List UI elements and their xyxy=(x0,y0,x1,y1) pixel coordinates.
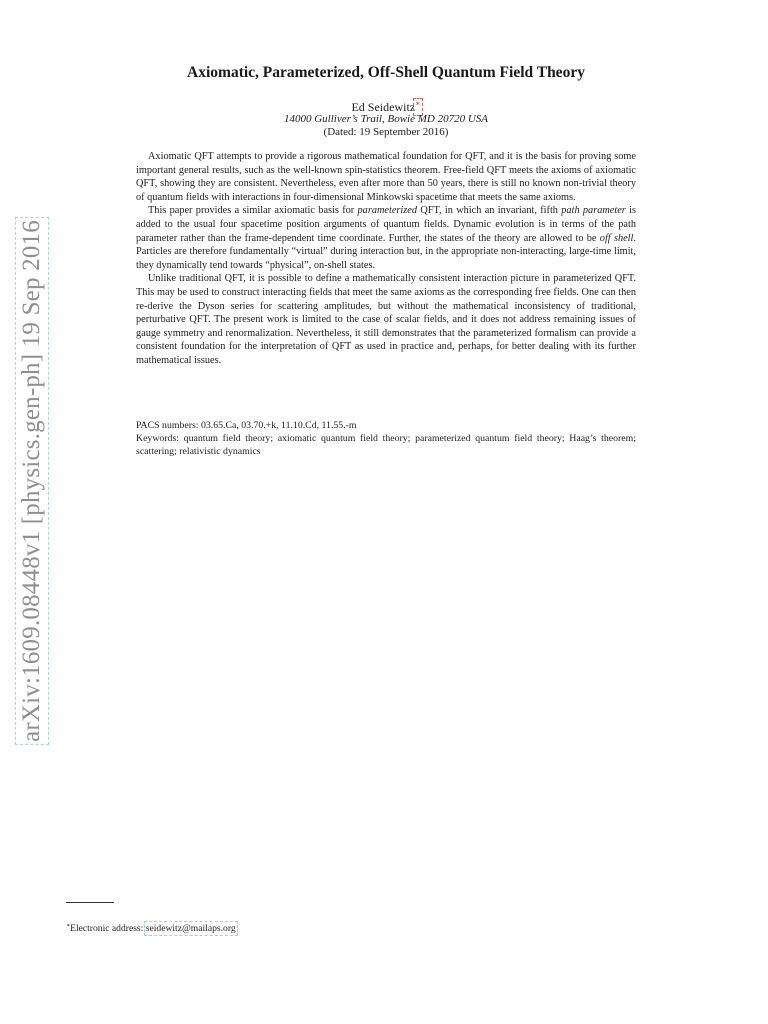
abstract-p2-text-a: This paper provides a similar axiomatic basis for xyxy=(148,205,358,217)
abstract-p2-emph-path-parameter: path parameter xyxy=(561,205,626,217)
footnote-label: Electronic address: xyxy=(70,923,146,935)
keywords: Keywords: quantum field theory; axiomatic quantum field theory; parameterized quantum field theory; Haag’s theorem; scattering; relativistic dynamics xyxy=(136,433,636,457)
author-footnote-link[interactable] xyxy=(415,100,420,114)
abstract-p2-emph-off-shell: off shell xyxy=(599,232,634,244)
arxiv-identifier-stamp xyxy=(12,208,52,754)
abstract-paragraph-2 xyxy=(136,204,636,272)
author-address: 14000 Gulliver’s Trail, Bowie MD 20720 USA xyxy=(283,113,488,125)
abstract-p2-text-c: QFT, in which an invariant, fifth xyxy=(417,205,562,217)
paper-title: Axiomatic, Parameterized, Off-Shell Quantum Field Theory xyxy=(187,64,585,81)
abstract xyxy=(136,150,636,368)
abstract-paragraph-3: Unlike traditional QFT, it is possible to define a mathematically consistent interaction picture in parameterized QFT. This may be used to construct interacting fields that meet the same axioms as the corresponding free fields. One can then re-derive the Dyson series for scattering amplitudes, but without the mathematical inconsistency of traditional, perturbative QFT. The present work is limited to the case of scalar fields, and it does not address remaining issues of gauge symmetry and renormalization. Nevertheless, it still demonstrates that the parameterized formalism can provide a consistent foundation for the interpretation of QFT as used in practice and, perhaps, for better dealing with its further mathematical issues. xyxy=(136,273,636,366)
pacs-numbers: PACS numbers: 03.65.Ca, 03.70.+k, 11.10.Cd, 11.55.-m xyxy=(136,420,357,431)
abstract-p2-emph-parameterized: parameterized xyxy=(357,205,418,217)
author-name: Ed Seidewitz xyxy=(351,100,416,114)
footnote xyxy=(66,922,236,934)
date-line: (Dated: 19 September 2016) xyxy=(323,126,449,138)
author-footnote-mark: ∗ xyxy=(415,99,421,108)
abstract-p2-text-g: . Particles are therefore fundamentally “virtual” during interaction but, in the appropriate non-interacting, large-time limit, they dynamically tend towards “physical”, on-shell states. xyxy=(136,232,636,271)
abstract-paragraph-1: Axiomatic QFT attempts to provide a rigorous mathematical foundation for QFT, and it is the basis for proving some important general results, such as the well-known spin-statistics theorem. Free-field QFT meets the axioms of axiomatic QFT, showing they are consistent. Nevertheless, even after more than 50 years, there is still no known non-trivial theory of quantum fields with interactions in four-dimensional Minkowski spacetime that meets the same axioms. xyxy=(136,151,636,203)
footnote-mark: ∗ xyxy=(66,923,71,929)
email-link[interactable]: seidewitz@mailaps.org xyxy=(145,923,236,935)
abstract-p2-text-e: is added to the usual four spacetime position arguments of quantum fields. Dynamic evolution is in terms of the path parameter rather than the frame-dependent time coordinate. Further, the states of the theory are allowed to be xyxy=(136,205,636,244)
footnote-rule xyxy=(66,902,114,903)
arxiv-identifier-text: arXiv:1609.08448v1 [physics.gen-ph] 19 Sep 2016 xyxy=(18,220,45,742)
